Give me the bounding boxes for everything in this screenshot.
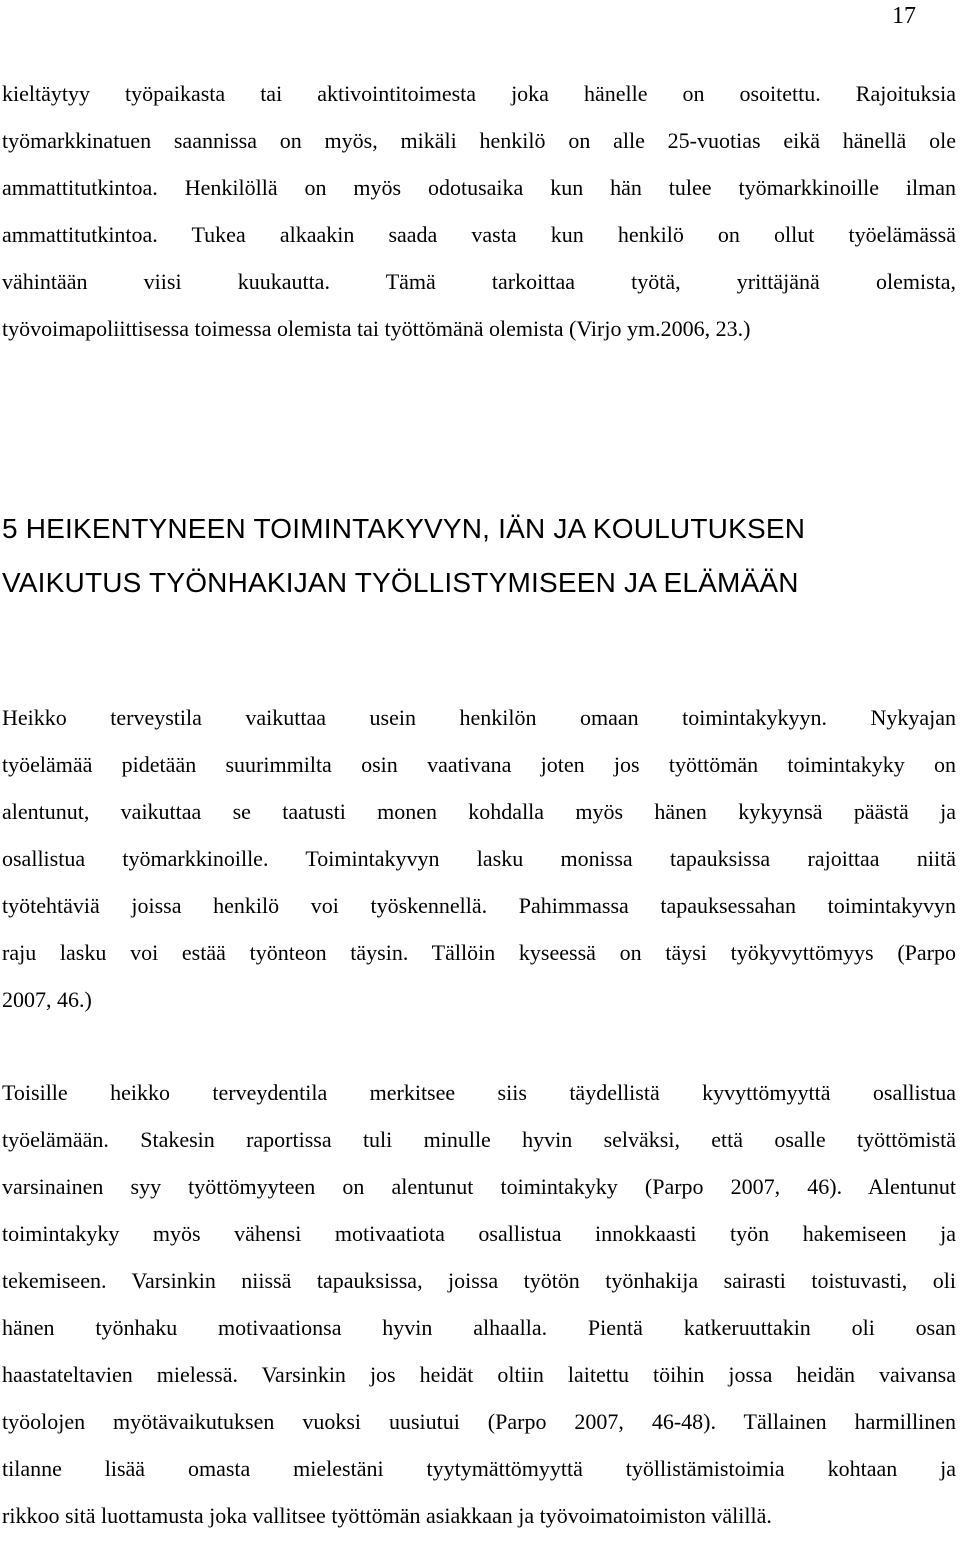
paragraph-disability: [2, 1069, 956, 1539]
text-line: tilanne lisää omasta mielestäni tyytymättömyyttä työllistämistoimia kohtaan ja: [2, 1456, 956, 1481]
text-line: raju lasku voi estää työnteon täysin. Tällöin kyseessä on täysi työkyvyttömyys (Parpo: [2, 940, 956, 965]
paragraph-health: [2, 694, 956, 1023]
text-line: vähintään viisi kuukautta. Tämä tarkoittaa työtä, yrittäjänä olemista,: [2, 269, 956, 294]
text-line: työelämää pidetään suurimmilta osin vaativana joten jos työttömän toimintakyky on: [2, 752, 956, 777]
section-heading: [2, 502, 956, 610]
text-line: alentunut, vaikuttaa se taatusti monen kohdalla myös hänen kykyynsä päästä ja: [2, 799, 956, 824]
page-number: 17: [892, 3, 916, 29]
paragraph-intro: [2, 70, 956, 352]
text-line: Heikko terveystila vaikuttaa usein henkilön omaan toimintakykyyn. Nykyajan: [2, 705, 956, 730]
text-line: ammattitutkintoa. Tukea alkaakin saada vasta kun henkilö on ollut työelämässä: [2, 222, 956, 247]
text-line: tekemiseen. Varsinkin niissä tapauksissa, joissa työtön työnhakija sairasti toistuvasti, oli: [2, 1268, 956, 1293]
text-line: työolojen myötävaikutuksen vuoksi uusiutui (Parpo 2007, 46-48). Tällainen harmillinen: [2, 1409, 956, 1434]
text-line: 2007, 46.): [2, 987, 92, 1012]
text-line: työelämään. Stakesin raportissa tuli minulle hyvin selväksi, että osalle työttömistä: [2, 1127, 956, 1152]
text-line: haastateltavien mielessä. Varsinkin jos heidät oltiin laitettu töihin jossa heidän vaivansa: [2, 1362, 956, 1387]
text-line: ammattitutkintoa. Henkilöllä on myös odotusaika kun hän tulee työmarkkinoille ilman: [2, 175, 956, 200]
text-line: hänen työnhaku motivaationsa hyvin alhaalla. Pientä katkeruuttakin oli osan: [2, 1315, 956, 1340]
text-line: kieltäytyy työpaikasta tai aktivointitoimesta joka hänelle on osoitettu. Rajoituksia: [2, 81, 956, 106]
document-body: [2, 70, 956, 1539]
text-line: työtehtäviä joissa henkilö voi työskennellä. Pahimmassa tapauksessahan toimintakyvyn: [2, 893, 956, 918]
text-line: työmarkkinatuen saannissa on myös, mikäli henkilö on alle 25-vuotias eikä hänellä ole: [2, 128, 956, 153]
text-line: rikkoo sitä luottamusta joka vallitsee työttömän asiakkaan ja työvoimatoimiston välillä.: [2, 1503, 772, 1528]
heading-line: VAIKUTUS TYÖNHAKIJAN TYÖLLISTYMISEEN JA ELÄMÄÄN: [2, 567, 799, 598]
text-line: varsinainen syy työttömyyteen on alentunut toimintakyky (Parpo 2007, 46). Alentunut: [2, 1174, 956, 1199]
heading-line: 5 HEIKENTYNEEN TOIMINTAKYVYN, IÄN JA KOULUTUKSEN: [2, 513, 806, 544]
text-line: Toisille heikko terveydentila merkitsee siis täydellistä kyvyttömyyttä osallistua: [2, 1080, 956, 1105]
text-line: työvoimapoliittisessa toimessa olemista tai työttömänä olemista (Virjo ym.2006, 23.): [2, 316, 751, 341]
text-line: toimintakyky myös vähensi motivaatiota osallistua innokkaasti työn hakemiseen ja: [2, 1221, 956, 1246]
text-line: osallistua työmarkkinoille. Toimintakyvyn lasku monissa tapauksissa rajoittaa niitä: [2, 846, 956, 871]
